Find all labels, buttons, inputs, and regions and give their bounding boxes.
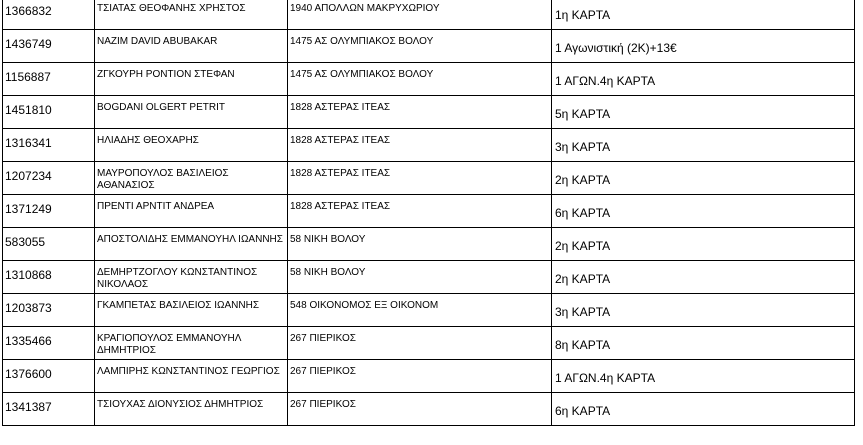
player-name: ΑΠΟΣΤΟΛΙΔΗΣ ΕΜΜΑΝΟΥΗΛ ΙΩΑΝΝΗΣ [97, 234, 283, 245]
penalty-cell [552, 261, 855, 294]
table-row [3, 327, 855, 360]
table-row [3, 228, 855, 261]
penalty-text: 8η ΚΑΡΤΑ [555, 338, 611, 352]
player-name-cell [95, 30, 288, 63]
player-id-cell [3, 30, 95, 63]
club-cell [288, 63, 552, 96]
club-cell [288, 129, 552, 162]
club-name: 1940 ΑΠΟΛΛΩΝ ΜΑΚΡΥΧΩΡΙΟΥ [290, 3, 440, 14]
player-name-cell [95, 393, 288, 426]
club-cell [288, 327, 552, 360]
player-id: 1207234 [5, 169, 52, 183]
club-name: 1828 ΑΣΤΕΡΑΣ ΙΤΕΑΣ [290, 201, 391, 212]
table-row [3, 30, 855, 63]
penalty-text: 2η ΚΑΡΤΑ [555, 173, 611, 187]
player-id-cell [3, 261, 95, 294]
penalty-text: 1η ΚΑΡΤΑ [555, 8, 611, 22]
penalty-text: 6η ΚΑΡΤΑ [555, 404, 611, 418]
table-row [3, 0, 855, 30]
penalty-text: 1 ΑΓΩΝ.4η ΚΑΡΤΑ [555, 371, 656, 385]
club-name: 1475 ΑΣ ΟΛΥΜΠΙΑΚΟΣ ΒΟΛΟΥ [290, 69, 434, 80]
player-name-cell [95, 294, 288, 327]
club-name: 1828 ΑΣΤΕΡΑΣ ΙΤΕΑΣ [290, 102, 391, 113]
player-name-cell [95, 162, 288, 195]
table-row [3, 294, 855, 327]
club-cell [288, 228, 552, 261]
player-id: 1310868 [5, 268, 52, 282]
player-id-cell [3, 0, 95, 30]
player-id-cell [3, 162, 95, 195]
club-cell [288, 261, 552, 294]
player-name-cell [95, 261, 288, 294]
player-name-cell [95, 129, 288, 162]
penalty-cell [552, 360, 855, 393]
club-cell [288, 393, 552, 426]
player-name: ΔΕΜΗΡΤΖΟΓΛΟΥ ΚΩΝΣΤΑΝΤΙΝΟΣ ΝΙΚΟΛΑΟΣ [97, 267, 258, 290]
club-cell [288, 294, 552, 327]
player-name-cell [95, 228, 288, 261]
penalty-cell [552, 0, 855, 30]
player-id: 1436749 [5, 37, 52, 51]
player-id-cell [3, 63, 95, 96]
club-cell [288, 0, 552, 30]
club-name: 1828 ΑΣΤΕΡΑΣ ΙΤΕΑΣ [290, 168, 391, 179]
penalty-cell [552, 393, 855, 426]
player-id: 583055 [5, 235, 46, 249]
player-id: 1203873 [5, 301, 52, 315]
club-cell [288, 30, 552, 63]
player-name: ΚΡΑΓΙΟΠΟΥΛΟΣ ΕΜΜΑΝΟΥΗΛ ΔΗΜΗΤΡΙΟΣ [97, 333, 241, 356]
player-name: ΤΣΙΟΥΧΑΣ ΔΙΟΝΥΣΙΟΣ ΔΗΜΗΤΡΙΟΣ [97, 399, 264, 410]
player-id: 1156887 [5, 70, 51, 84]
club-name: 1475 ΑΣ ΟΛΥΜΠΙΑΚΟΣ ΒΟΛΟΥ [290, 36, 434, 47]
club-cell [288, 96, 552, 129]
player-id: 1341387 [5, 400, 52, 414]
player-name: ΖΓΚΟΥΡΗ ΡΟΝΤΙΟΝ ΣΤΕΦΑΝ [97, 69, 235, 80]
player-id-cell [3, 393, 95, 426]
player-name-cell [95, 96, 288, 129]
penalty-cell [552, 30, 855, 63]
club-name: 1828 ΑΣΤΕΡΑΣ ΙΤΕΑΣ [290, 135, 391, 146]
penalty-cell [552, 228, 855, 261]
player-id: 1376600 [5, 367, 52, 381]
club-name: 267 ΠΙΕΡΙΚΟΣ [290, 366, 356, 377]
player-id-cell [3, 129, 95, 162]
penalty-text: 2η ΚΑΡΤΑ [555, 272, 611, 286]
player-name: ΤΣΙΑΤΑΣ ΘΕΟΦΑΝΗΣ ΧΡΗΣΤΟΣ [97, 3, 246, 14]
penalty-text: 1 ΑΓΩΝ.4η ΚΑΡΤΑ [555, 74, 656, 88]
club-cell [288, 360, 552, 393]
table-row [3, 63, 855, 96]
player-id-cell [3, 360, 95, 393]
player-name: ΠΡΕΝΤΙ ΑΡΝΤΙΤ ΑΝΔΡΕΑ [97, 201, 215, 212]
player-id: 1316341 [5, 136, 52, 150]
club-name: 58 ΝΙΚΗ ΒΟΛΟΥ [290, 234, 366, 245]
player-id: 1335466 [5, 334, 52, 348]
penalty-cell [552, 195, 855, 228]
club-name: 267 ΠΙΕΡΙΚΟΣ [290, 333, 356, 344]
penalties-table-body [3, 0, 855, 426]
penalty-text: 3η ΚΑΡΤΑ [555, 140, 611, 154]
penalty-text: 5η ΚΑΡΤΑ [555, 107, 611, 121]
player-id-cell [3, 96, 95, 129]
player-name: ΓΚΑΜΠΕΤΑΣ ΒΑΣΙΛΕΙΟΣ ΙΩΑΝΝΗΣ [97, 300, 260, 311]
player-name-cell [95, 360, 288, 393]
player-id: 1451810 [5, 103, 52, 117]
table-row [3, 96, 855, 129]
penalty-text: 6η ΚΑΡΤΑ [555, 206, 611, 220]
player-name: ΗΛΙΑΔΗΣ ΘΕΟΧΑΡΗΣ [97, 135, 199, 146]
penalties-table [2, 0, 855, 426]
penalty-cell [552, 129, 855, 162]
player-name: ΜΑΥΡΟΠΟΥΛΟΣ ΒΑΣΙΛΕΙΟΣ ΑΘΑΝΑΣΙΟΣ [97, 168, 229, 191]
penalty-text: 2η ΚΑΡΤΑ [555, 239, 611, 253]
penalty-cell [552, 96, 855, 129]
club-cell [288, 162, 552, 195]
penalty-cell [552, 294, 855, 327]
player-id: 1366832 [5, 4, 52, 18]
player-id-cell [3, 228, 95, 261]
club-name: 548 ΟΙΚΟΝΟΜΟΣ ΕΞ ΟΙΚΟΝΟΜ [290, 300, 439, 311]
table-row [3, 393, 855, 426]
penalty-cell [552, 162, 855, 195]
club-name: 58 ΝΙΚΗ ΒΟΛΟΥ [290, 267, 366, 278]
penalty-text: 1 Αγωνιστική (2Κ)+13€ [555, 41, 677, 55]
table-row [3, 129, 855, 162]
table-row [3, 162, 855, 195]
player-id-cell [3, 327, 95, 360]
player-id-cell [3, 294, 95, 327]
player-name-cell [95, 327, 288, 360]
player-name-cell [95, 195, 288, 228]
player-name: ΛΑΜΠΙΡΗΣ ΚΩΝΣΤΑΝΤΙΝΟΣ ΓΕΩΡΓΙΟΣ [97, 366, 280, 377]
player-name-cell [95, 63, 288, 96]
player-id: 1371249 [5, 202, 52, 216]
penalty-text: 3η ΚΑΡΤΑ [555, 305, 611, 319]
player-name: BOGDANI OLGERT PETRIT [97, 102, 225, 113]
table-row [3, 360, 855, 393]
penalty-cell [552, 327, 855, 360]
table-row [3, 195, 855, 228]
table-row [3, 261, 855, 294]
player-id-cell [3, 195, 95, 228]
club-name: 267 ΠΙΕΡΙΚΟΣ [290, 399, 356, 410]
player-name: NAZIM DAVID ABUBAKAR [97, 36, 218, 47]
club-cell [288, 195, 552, 228]
player-name-cell [95, 0, 288, 30]
penalty-cell [552, 63, 855, 96]
